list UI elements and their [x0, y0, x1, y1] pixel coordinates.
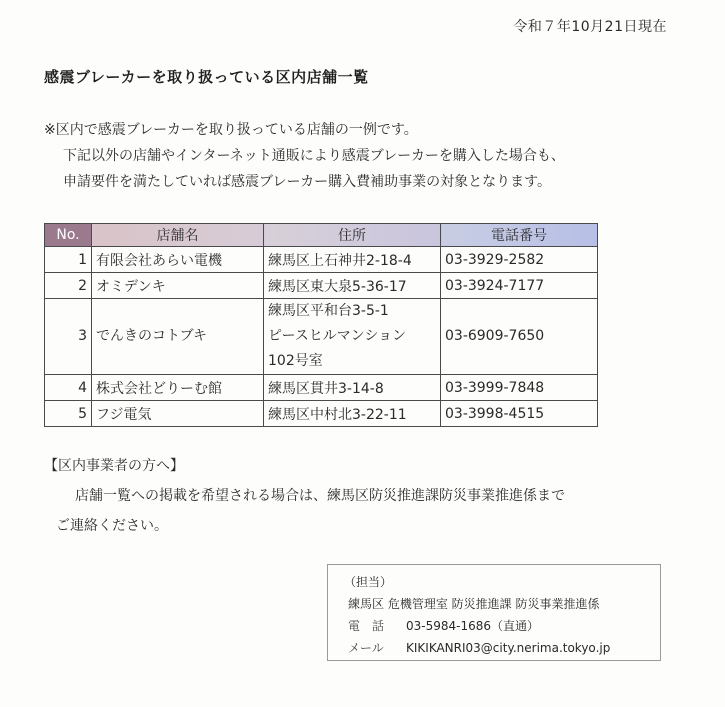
- row-address: [264, 299, 441, 375]
- contact-line-2: ご連絡ください。: [56, 518, 168, 534]
- box-phone-label: 電 話: [348, 619, 385, 633]
- row-no: 3: [45, 299, 92, 375]
- row-no: 1: [45, 247, 92, 273]
- row-address: 練馬区貫井3-14-8: [264, 375, 441, 401]
- header-phone: 電話番号: [441, 224, 598, 247]
- box-mail-row: [348, 639, 610, 656]
- box-mail: KIKIKANRI03@city.nerima.tokyo.jp: [406, 641, 611, 655]
- box-department: 練馬区 危機管理室 防災推進課 防災事業推進係: [348, 597, 600, 611]
- row-phone: 03-6909-7650: [441, 299, 598, 375]
- page-title: 感震ブレーカーを取り扱っている区内店舗一覧: [44, 68, 369, 86]
- store-table: [44, 223, 598, 427]
- row-no: 5: [45, 401, 92, 427]
- row-no: 2: [45, 273, 92, 299]
- note-line-2: 下記以外の店舗やインターネット通販により感震ブレーカーを購入した場合も、: [63, 148, 565, 164]
- row-no: 4: [45, 375, 92, 401]
- contact-line-1: 店舗一覧への掲載を希望される場合は、練馬区防災推進課防災事業推進係まで: [75, 488, 565, 504]
- note-section: [44, 117, 684, 195]
- header-address: 住所: [264, 224, 441, 247]
- date-label: 令和７年10月21日現在: [513, 19, 667, 35]
- row-address: 練馬区東大泉5-36-17: [264, 273, 441, 299]
- box-label: （担当）: [344, 575, 393, 589]
- table-row: [45, 401, 598, 427]
- row-phone: 03-3999-7848: [441, 375, 598, 401]
- row-store-name: オミデンキ: [92, 273, 264, 299]
- table-row: [45, 247, 598, 273]
- row-address-line-3: 102号室: [268, 353, 323, 369]
- box-phone-row: [348, 617, 539, 634]
- box-phone: 03-5984-1686（直通）: [406, 619, 540, 633]
- row-store-name: 株式会社どりーむ館: [92, 375, 264, 401]
- row-address-line-1: 練馬区平和台3-5-1: [268, 303, 389, 319]
- note-line-1: ※区内で感震ブレーカーを取り扱っている店舗の一例です。: [44, 122, 418, 138]
- row-address: 練馬区中村北3-22-11: [264, 401, 441, 427]
- row-phone: 03-3929-2582: [441, 247, 598, 273]
- table-header-row: [45, 224, 598, 247]
- note-line-3: 申請要件を満たしていれば感震ブレーカー購入費補助事業の対象となります。: [63, 174, 552, 190]
- row-store-name: 有限会社あらい電機: [92, 247, 264, 273]
- row-phone: 03-3924-7177: [441, 273, 598, 299]
- row-address-line-2: ピースヒルマンション: [268, 328, 407, 344]
- table-row: [45, 273, 598, 299]
- row-store-name: でんきのコトブキ: [92, 299, 264, 375]
- contact-box: [327, 564, 661, 661]
- box-mail-label: メール: [348, 641, 384, 655]
- row-store-name: フジ電気: [92, 401, 264, 427]
- row-address: 練馬区上石神井2-18-4: [264, 247, 441, 273]
- contact-section: [56, 481, 676, 541]
- table-row: [45, 375, 598, 401]
- header-name: 店舗名: [92, 224, 264, 247]
- contact-heading: 【区内事業者の方へ】: [44, 458, 184, 474]
- row-phone: 03-3998-4515: [441, 401, 598, 427]
- table-row: [45, 299, 598, 375]
- header-no: No.: [45, 224, 92, 247]
